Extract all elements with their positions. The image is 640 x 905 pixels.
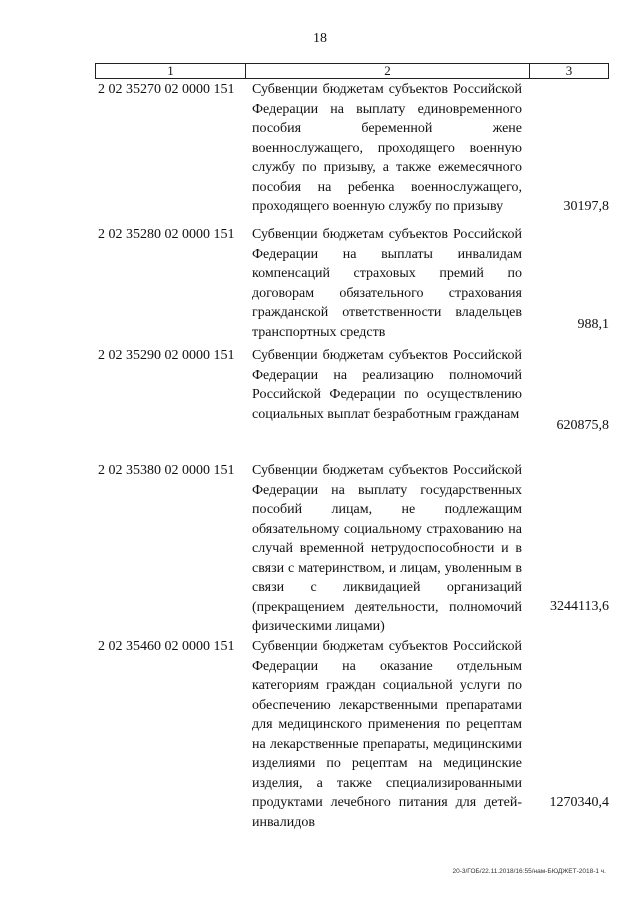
- row-amount: 988,1: [577, 317, 609, 332]
- page-number: 18: [313, 31, 327, 46]
- budget-code: 2 02 35290 02 0000 151: [98, 348, 235, 363]
- row-description: Субвенции бюджетам субъектов Российской Федерации на выплаты инвалидам компенсаций страховых премий по договорам обязательного страхования гражданской ответственности владельцев транспортных средств: [252, 227, 522, 340]
- row-amount: 3244113,6: [550, 599, 609, 614]
- row-amount: 620875,8: [556, 418, 609, 433]
- budget-code: 2 02 35270 02 0000 151: [98, 82, 235, 97]
- row-description: Субвенции бюджетам субъектов Российской Федерации на выплату единовременного пособия беременной жене военнослужащего, проходящего военную службу по призыву, а также ежемесячного пособия на ребенка военнослужащего, проходящего военную службу по призыву: [252, 82, 522, 214]
- row-amount: 1270340,4: [549, 795, 609, 810]
- document-footer-stamp: 20-3/ГОБ/22.11.2018/16:55/нам-БЮДЖЕТ-2018-1 ч.: [452, 868, 606, 875]
- budget-code: 2 02 35280 02 0000 151: [98, 227, 235, 242]
- table-column-header: [95, 63, 609, 79]
- budget-code: 2 02 35460 02 0000 151: [98, 639, 235, 654]
- column-header-3: 3: [565, 63, 573, 78]
- column-header-1: 1: [96, 64, 246, 78]
- row-description: Субвенции бюджетам субъектов Российской Федерации на выплату государственных пособий лицам, не подлежащим обязательному социальному страхованию на случай временной нетрудоспособности и в связи с материнством, и лицам, уволенным в связи с ликвидацией организаций (прекращением деятельности, полномочий физическими лицами): [252, 463, 522, 634]
- column-header-2: 2: [246, 64, 530, 78]
- row-description: Субвенции бюджетам субъектов Российской Федерации на оказание отдельным категориям граждан социальной услуги по обеспечению лекарственными препаратами для медицинского применения по рецептам на лекарственные препараты, медицинскими изделиями по рецептам на медицинские изделия, а также специализированными продуктами лечебного питания для детей-инвалидов: [252, 639, 522, 830]
- row-description: Субвенции бюджетам субъектов Российской Федерации на реализацию полномочий Российской Федерации по осуществлению социальных выплат безработным гражданам: [252, 348, 522, 422]
- budget-code: 2 02 35380 02 0000 151: [98, 463, 235, 478]
- row-amount: 30197,8: [563, 199, 609, 214]
